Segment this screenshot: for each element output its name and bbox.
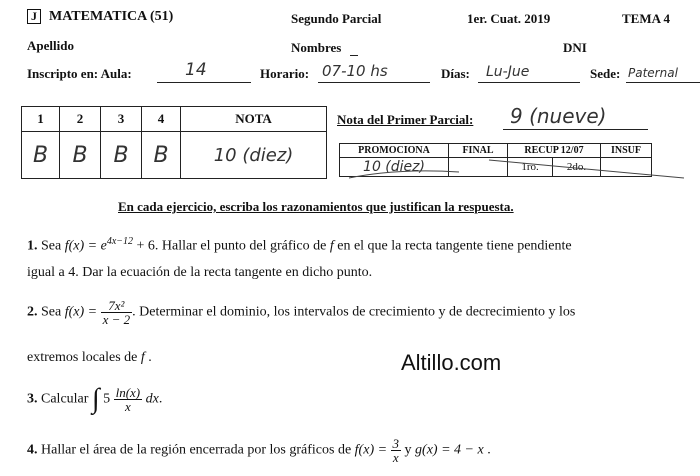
exercise-2-end: . bbox=[148, 350, 152, 365]
exercise-2-text: . Determinar el dominio, los intervalos de crecimiento y de decrecimiento y los bbox=[132, 304, 576, 320]
horario-line bbox=[318, 82, 430, 83]
grade-value-3: B bbox=[101, 132, 142, 179]
grade-value-1: B bbox=[22, 132, 60, 179]
grade-header-3: 3 bbox=[101, 107, 142, 132]
promo-value: 10 (diez) bbox=[340, 158, 449, 177]
grade-header-2: 2 bbox=[60, 107, 101, 132]
exercise-4-fraction bbox=[391, 437, 402, 464]
exercise-2-numerator: 7x² bbox=[101, 299, 133, 313]
exercise-2-extremos: extremos locales de bbox=[27, 350, 138, 365]
primer-parcial-label: Nota del Primer Parcial: bbox=[337, 112, 474, 127]
exercise-1-plus: + 6 bbox=[136, 238, 155, 254]
nombres-label: Nombres bbox=[291, 40, 342, 55]
exercise-2-number: 2. bbox=[27, 304, 38, 320]
integral-sign: ∫ bbox=[91, 383, 100, 415]
grade-value-nota: 10 (diez) bbox=[181, 132, 327, 179]
grade-header-nota: NOTA bbox=[181, 107, 327, 132]
grade-header-1: 1 bbox=[22, 107, 60, 132]
dias-label: Días: bbox=[441, 66, 470, 81]
exercise-1-text-a: . Hallar el punto del gráfico de bbox=[154, 238, 327, 254]
exercise-1-sea: Sea bbox=[41, 238, 62, 254]
header-subject bbox=[27, 9, 173, 25]
exercise-4 bbox=[27, 437, 491, 464]
exercise-3-coef: 5 bbox=[103, 391, 111, 407]
exercise-3-fraction bbox=[114, 386, 143, 413]
exercise-2 bbox=[27, 299, 575, 326]
sede-value: Paternal bbox=[628, 66, 678, 80]
exercise-2-function: f(x) = bbox=[64, 304, 98, 320]
exercise-4-denominator: x bbox=[392, 450, 399, 465]
horario-value: 07-10 hs bbox=[322, 62, 388, 80]
promo-header-promociona: PROMOCIONA bbox=[340, 144, 449, 158]
exercise-1-text-b: en el que la recta tangente tiene pendiente bbox=[337, 238, 572, 254]
promo-sub-1ro: 1ro. bbox=[508, 158, 553, 177]
exercise-3-end: . bbox=[158, 391, 163, 407]
horario-label: Horario: bbox=[260, 66, 310, 81]
exam-tema: TEMA 4 bbox=[622, 11, 671, 26]
tema-letter-box: J bbox=[27, 9, 41, 24]
exercise-1-number: 1. bbox=[27, 238, 38, 254]
sede-label: Sede: bbox=[590, 66, 621, 81]
exercise-3-numerator: ln(x) bbox=[115, 385, 141, 400]
exercise-1-f: f bbox=[329, 238, 334, 254]
dias-value: Lu-Jue bbox=[486, 64, 530, 80]
exercise-2-fraction bbox=[101, 299, 133, 326]
exam-name: Segundo Parcial bbox=[291, 11, 382, 26]
altillo-watermark: Altillo.com bbox=[401, 350, 502, 375]
exercise-2-sea: Sea bbox=[41, 304, 62, 320]
aula-value: 14 bbox=[185, 60, 207, 80]
exam-term: 1er. Cuat. 2019 bbox=[467, 11, 551, 26]
primer-parcial-line bbox=[503, 129, 648, 130]
apellido-label: Apellido bbox=[27, 38, 74, 53]
promo-header-recup: RECUP 12/07 bbox=[508, 144, 601, 158]
grade-header-4: 4 bbox=[142, 107, 181, 132]
exercise-3-denominator: x bbox=[124, 399, 131, 414]
exercise-1-exponent: 4x−12 bbox=[106, 236, 133, 247]
exercise-4-number: 4. bbox=[27, 442, 38, 458]
exercise-3-dx: dx bbox=[145, 391, 159, 407]
dias-line bbox=[478, 82, 580, 83]
promo-header-final: FINAL bbox=[449, 144, 508, 158]
grades-table bbox=[21, 106, 327, 179]
promo-header-insuf: INSUF bbox=[601, 144, 652, 158]
exercise-4-numerator: 3 bbox=[392, 436, 400, 451]
exercise-2-line-2 bbox=[27, 350, 152, 366]
exercise-2-denominator: x − 2 bbox=[102, 312, 131, 327]
exercise-4-g: g(x) = 4 − x bbox=[415, 442, 484, 458]
grade-value-4: B bbox=[142, 132, 181, 179]
exercise-4-f: f(x) = bbox=[354, 442, 388, 458]
exercise-3 bbox=[27, 383, 163, 415]
exercise-1-function: f(x) = e bbox=[64, 238, 107, 254]
promo-sub-2do: 2do. bbox=[553, 158, 601, 177]
exercise-1-line-2: igual a 4. Dar la ecuación de la recta tangente en dicho punto. bbox=[27, 265, 373, 280]
instruction-text: En cada ejercicio, escriba los razonamientos que justifican la respuesta. bbox=[118, 199, 514, 214]
dni-label: DNI bbox=[563, 40, 587, 55]
sede-line bbox=[626, 82, 700, 83]
aula-line bbox=[157, 82, 251, 83]
exercise-2-f: f bbox=[140, 350, 145, 365]
grade-value-2: B bbox=[60, 132, 101, 179]
primer-parcial-value: 9 (nueve) bbox=[510, 104, 607, 128]
exercise-3-calcular: Calcular bbox=[41, 391, 89, 407]
exercise-4-text: Hallar el área de la región encerrada por los gráficos de bbox=[41, 442, 352, 458]
exercise-3-number: 3. bbox=[27, 391, 38, 407]
exercise-4-end: . bbox=[487, 442, 491, 458]
nombres-line bbox=[350, 55, 358, 56]
exercise-1 bbox=[27, 236, 572, 255]
subject-title: MATEMATICA (51) bbox=[49, 9, 174, 24]
exercise-4-y: y bbox=[404, 442, 412, 458]
promo-strike-marks bbox=[339, 150, 699, 185]
aula-label: Inscripto en: Aula: bbox=[27, 66, 132, 81]
